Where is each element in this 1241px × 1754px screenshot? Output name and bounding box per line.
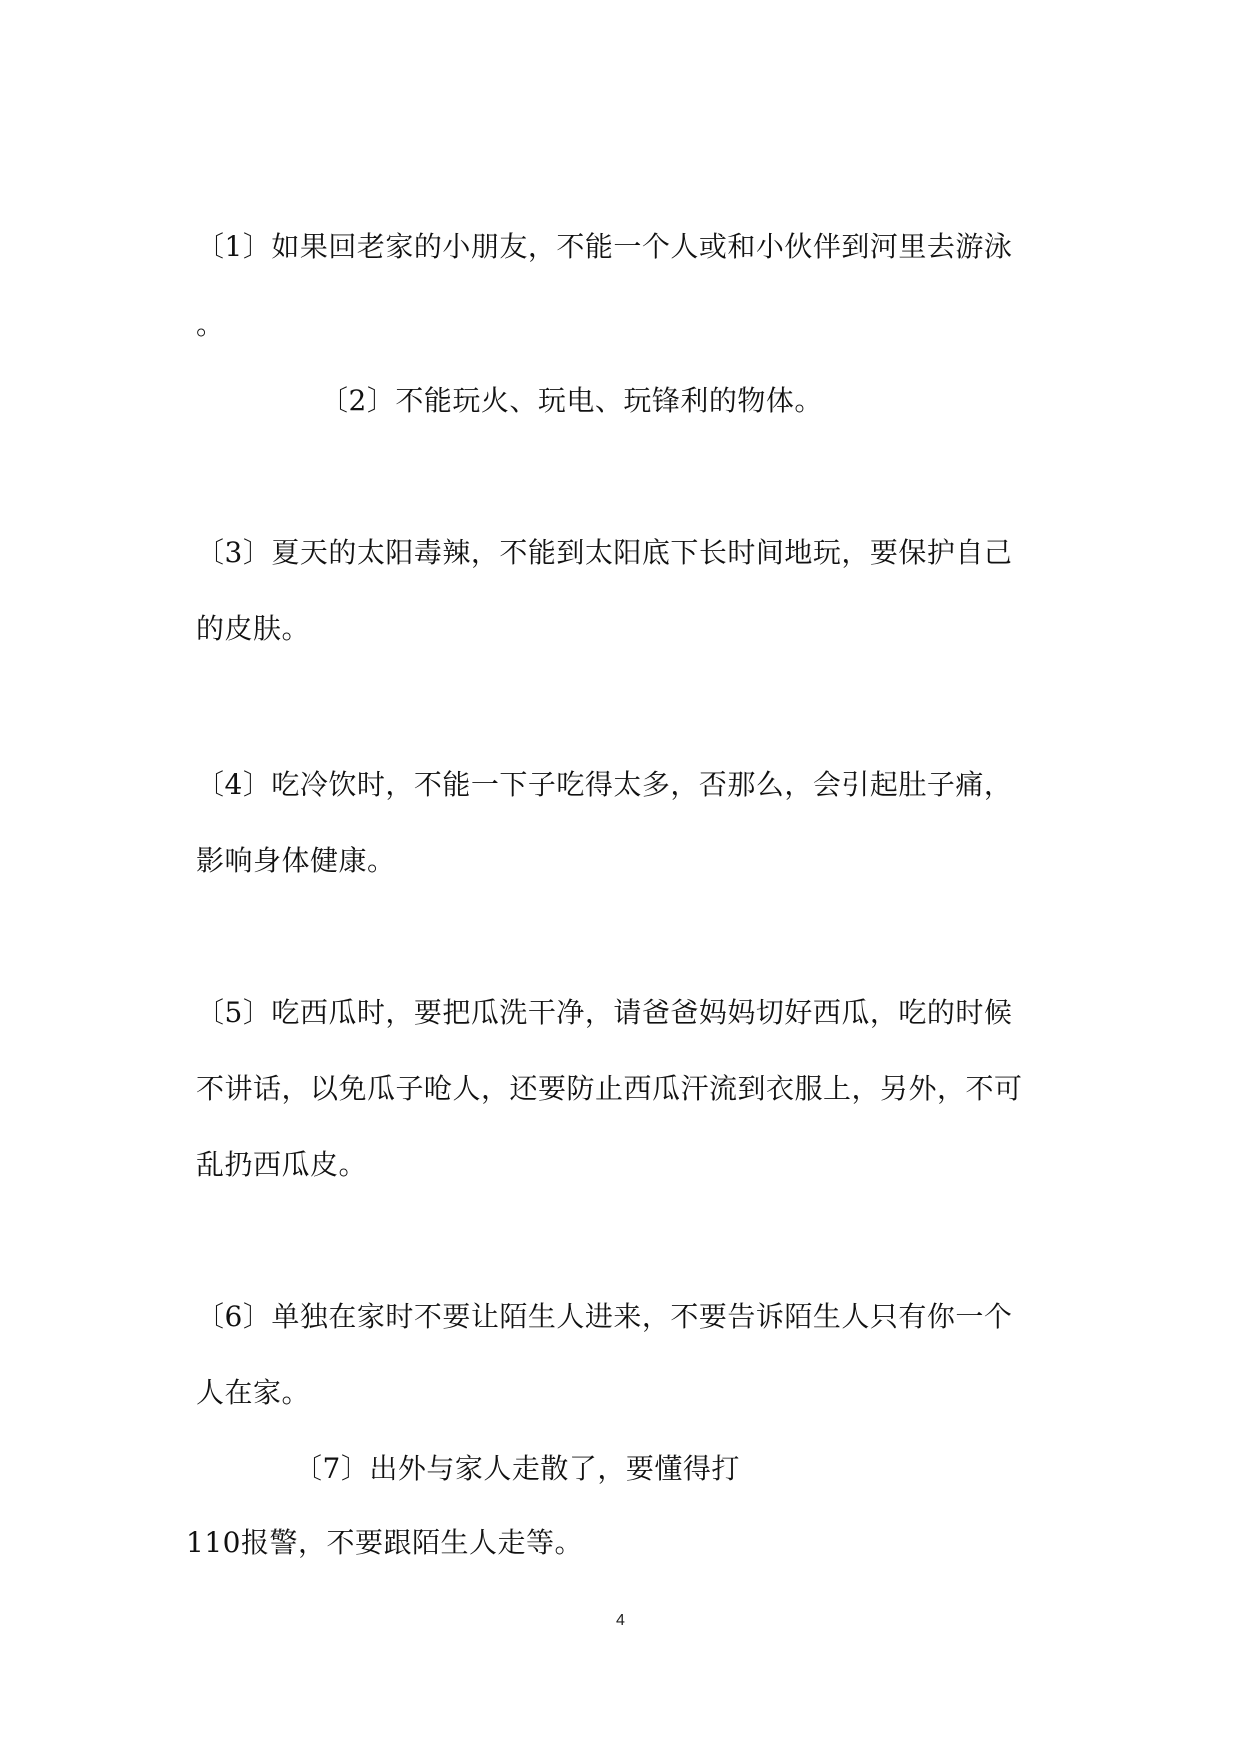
item-5-line-1: 〔5〕吃西瓜时，要把瓜洗干净，请爸爸妈妈切好西瓜，吃的时候: [196, 996, 1013, 1029]
item-4-line-2: 影响身体健康。: [196, 844, 396, 877]
item-7-line-2: 110报警，不要跟陌生人走等。: [186, 1526, 583, 1559]
item-5-line-3: 乱扔西瓜皮。: [196, 1148, 368, 1181]
item-4-line-1: 〔4〕吃冷饮时，不能一下子吃得太多，否那么，会引起肚子痛，: [196, 768, 1013, 801]
item-3-line-1: 〔3〕夏天的太阳毒辣，不能到太阳底下长时间地玩，要保护自己: [196, 536, 1013, 569]
item-6-line-2: 人在家。: [196, 1376, 311, 1409]
item-5-line-2: 不讲话，以免瓜子呛人，还要防止西瓜汗流到衣服上，另外，不可: [196, 1072, 1023, 1105]
page-number: 4: [616, 1612, 625, 1629]
item-7-line-1: 〔7〕出外与家人走散了，要懂得打: [294, 1452, 740, 1485]
item-2-line-1: 〔2〕不能玩火、玩电、玩锋利的物体。: [320, 384, 823, 417]
item-6-line-1: 〔6〕单独在家时不要让陌生人进来，不要告诉陌生人只有你一个: [196, 1300, 1013, 1333]
item-1-line-1: 〔1〕如果回老家的小朋友，不能一个人或和小伙伴到河里去游泳: [196, 230, 1013, 263]
item-3-line-2: 的皮肤。: [196, 612, 311, 645]
item-1-line-2: 。: [196, 308, 225, 341]
